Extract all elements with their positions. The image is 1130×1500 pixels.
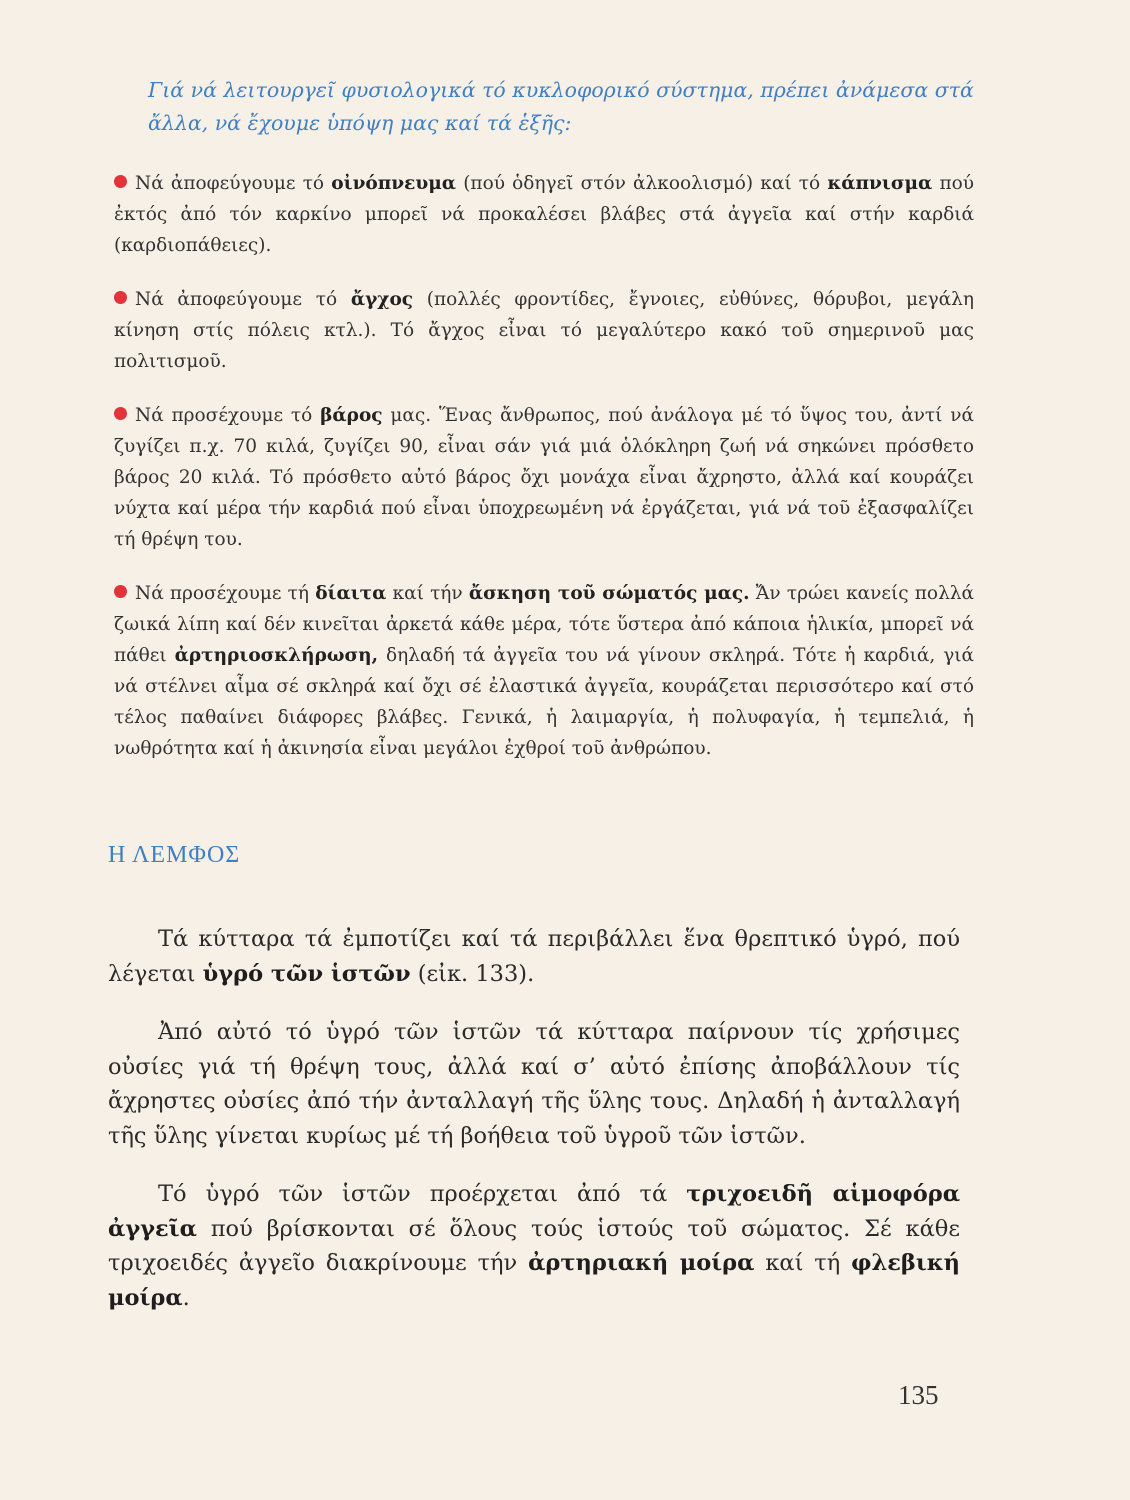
body-paragraph: Τό ὑγρό τῶν ἱστῶν προέρχεται ἀπό τά τριχοειδῆ αἱμοφόρα ἀγγεῖα πού βρίσκονται σέ ὅλους τούς ἱστούς τοῦ σώματος. Σέ κάθε τριχοειδές ἀγγεῖο διακρίνουμε τήν ἀρτηριακή μοίρα καί τή φλεβική μοίρα. bbox=[108, 1181, 961, 1311]
page-number: 135 bbox=[898, 1380, 939, 1410]
body-paragraph: Τά κύτταρα τά ἐμποτίζει καί τά περιβάλλει ἕνα θρεπτικό ὑγρό, πού λέγεται ὑγρό τῶν ἱστῶν (εἰκ. 133). bbox=[108, 926, 960, 987]
bullet-item: Νά ἀποφεύγουμε τό οἰνόπνευμα (πού ὁδηγεῖ στόν ἀλκοολισμό) καί τό κάπνισμα πού ἐκτός ἀπό τόν καρκίνο μπορεῖ νά προκαλέσει βλάβες στά ἀγγεῖα καί στήν καρδιά (καρδιοπάθειες). bbox=[114, 173, 974, 256]
section-body bbox=[108, 922, 960, 1339]
bullet-list bbox=[114, 168, 974, 787]
body-paragraph: Ἀπό αὐτό τό ὑγρό τῶν ἱστῶν τά κύτταρα παίρνουν τίς χρήσιμες οὐσίες γιά τή θρέψη τους, ἀλλά καί σ’ αὐτό ἐπίσης ἀποβάλλουν τίς ἄχρηστες οὐσίες ἀπό τήν ἀνταλλαγή τῆς ὕλης τους. Δηλαδή ἡ ἀνταλλαγή τῆς ὕλης γίνεται κυρίως μέ τή βοήθεια τοῦ ὑγροῦ τῶν ἱστῶν. bbox=[108, 1019, 960, 1149]
red-bullet-icon bbox=[114, 407, 127, 420]
intro-text: Γιά νά λειτουργεῖ φυσιολογικά τό κυκλοφορικό σύστημα, πρέπει ἀνάμεσα στά ἄλλα, νά ἔχουμε ὑπόψη μας καί τά ἑξῆς: bbox=[148, 78, 974, 135]
bullet-item: Νά προσέχουμε τό βάρος μας. Ἕνας ἄνθρωπος, πού ἀνάλογα μέ τό ὕψος του, ἀντί νά ζυγίζει π.χ. 70 κιλά, ζυγίζει 90, εἶναι σάν γιά μιά ὁλόκληρη ζωή νά σηκώνει πρόσθετο βάρος 20 κιλά. Τό πρόσθετο αὐτό βάρος ὄχι μονάχα εἶναι ἄχρηστο, ἀλλά καί κουράζει νύχτα καί μέρα τήν καρδιά πού εἶναι ὑποχρεωμένη νά ἐργάζεται, γιά νά τοῦ ἐξασφαλίζει τή θρέψη του. bbox=[114, 405, 974, 550]
red-bullet-icon bbox=[114, 175, 127, 188]
red-bullet-icon bbox=[114, 291, 127, 304]
section-heading: Η ΛΕΜΦΟΣ bbox=[108, 842, 241, 868]
bullet-item: Νά ἀποφεύγουμε τό ἄγχος (πολλές φροντίδες, ἔγνοιες, εὐθύνες, θόρυβοι, μεγάλη κίνηση στίς πόλεις κτλ.). Τό ἄγχος εἶναι τό μεγαλύτερο κακό τοῦ σημερινοῦ μας πολιτισμοῦ. bbox=[114, 289, 974, 372]
bullet-item: Νά προσέχουμε τή δίαιτα καί τήν ἄσκηση τοῦ σώματός μας. Ἄν τρώει κανείς πολλά ζωικά λίπη καί δέν κινεῖται ἀρκετά κάθε μέρα, τότε ὕστερα ἀπό κάποια ἡλικία, μπορεῖ νά πάθει ἀρτηριοσκλήρωση, δηλαδή τά ἀγγεῖα του νά γίνουν σκληρά. Τότε ἡ καρδιά, γιά νά στέλνει αἷμα σέ σκληρά καί ὄχι σέ ἐλαστικά ἀγγεῖα, κουράζεται περισσότερο καί στό τέλος παθαίνει διάφορες βλάβες. Γενικά, ἡ λαιμαργία, ἡ πολυφαγία, ἡ τεμπελιά, ἡ νωθρότητα καί ἡ ἀκινησία εἶναι μεγάλοι ἐχθροί τοῦ ἀνθρώπου. bbox=[114, 583, 975, 759]
red-bullet-icon bbox=[114, 585, 127, 598]
